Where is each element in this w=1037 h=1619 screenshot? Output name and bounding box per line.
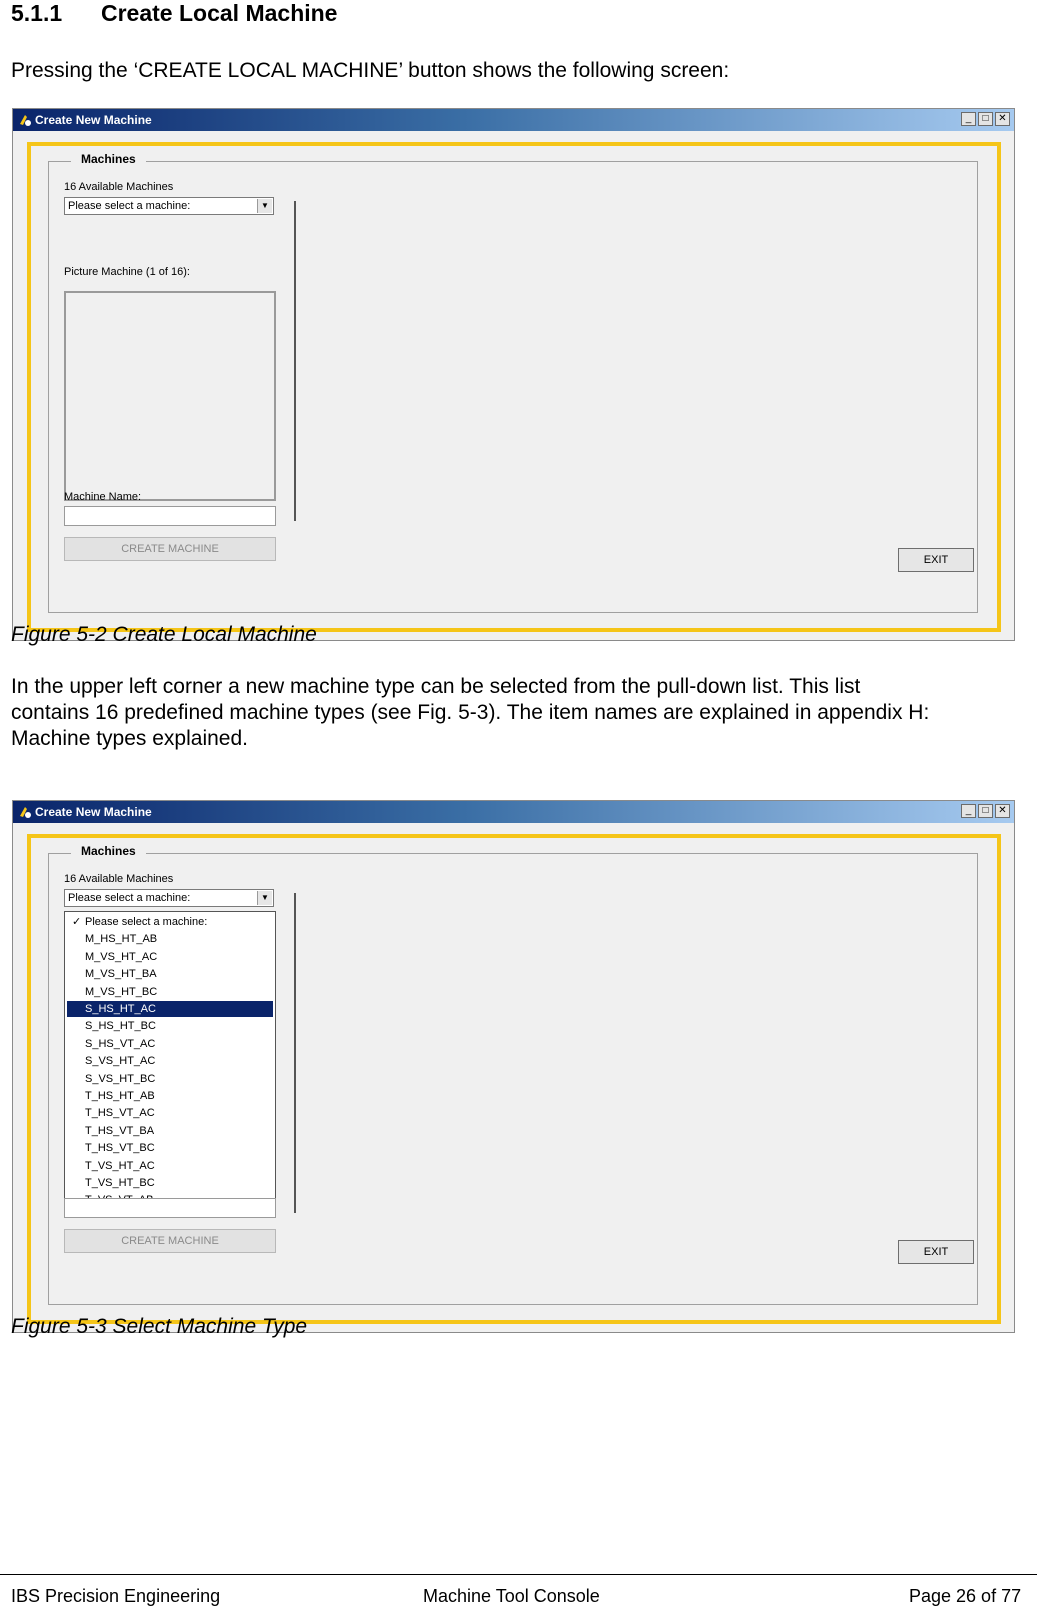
dropdown-item[interactable] [67,931,273,947]
select-machine-window [12,800,1015,1333]
dropdown-item-label: T_HS_VT_BA [85,1124,155,1137]
checkmark-icon: ✓ [72,916,82,928]
close-icon[interactable]: ✕ [995,112,1010,126]
available-machines-label: 16 Available Machines [64,873,174,885]
dropdown-item[interactable] [67,1071,273,1087]
machine-select[interactable] [64,889,274,907]
dropdown-item[interactable] [67,949,273,965]
window-title: Create New Machine [35,805,152,819]
dropdown-item-label: M_VS_HT_BC [85,985,158,998]
footer-page: Page 26 of 77 [909,1586,1022,1606]
dropdown-item[interactable] [67,1053,273,1069]
body-line-3: Machine types explained. [11,727,248,750]
dropdown-item-label: S_VS_HT_AC [85,1055,156,1068]
available-machines-label: 16 Available Machines [64,181,174,193]
body-line-2: contains 16 predefined machine types (see Fig. 5-3). The item names are explained in appendix H: [11,701,930,724]
dropdown-item-label: T_HS_VT_BC [85,1142,155,1155]
machine-select[interactable] [64,197,274,215]
dropdown-item-label: M_VS_HT_BA [85,968,157,981]
create-machine-window [12,108,1015,641]
dropdown-item[interactable] [67,1123,273,1139]
app-icon [17,112,33,128]
maximize-icon[interactable]: □ [978,804,993,818]
dropdown-item[interactable] [67,966,273,982]
machine-name-input[interactable] [64,1198,276,1218]
machine-picture [64,291,276,501]
intro-paragraph: Pressing the ‘CREATE LOCAL MACHINE’ button shows the following screen: [11,59,730,82]
body-line-1: In the upper left corner a new machine type can be selected from the pull-down list. This list [11,675,861,698]
picture-machine-label: Picture Machine (1 of 16): [64,266,190,278]
dropdown-item[interactable] [67,1036,273,1052]
dropdown-item-label: S_HS_HT_AC [85,1003,156,1015]
dropdown-item-label: M_VS_HT_AC [85,950,158,963]
figure2-caption: Figure 5-3 Select Machine Type [11,1315,308,1338]
dropdown-item-label: T_VS_HT_BC [85,1177,155,1189]
create-machine-button[interactable]: CREATE MACHINE [64,1229,276,1253]
dropdown-item-label: T_HS_HT_AB [85,1090,155,1102]
section-number: 5.1.1 [11,0,63,26]
dropdown-item[interactable] [67,1105,273,1121]
close-icon[interactable]: ✕ [995,804,1010,818]
dropdown-item-label: M_HS_HT_AB [85,933,158,946]
machine-name-label: Machine Name: [64,491,142,503]
dropdown-item[interactable] [67,984,273,1000]
footer-company: IBS Precision Engineering [11,1586,221,1606]
dropdown-item[interactable] [67,1140,273,1156]
machine-name-input[interactable] [64,506,276,526]
figure1-caption: Figure 5-2 Create Local Machine [11,623,317,646]
dropdown-item-label: S_HS_HT_BC [85,1020,156,1033]
window-title: Create New Machine [35,113,152,127]
maximize-icon[interactable]: □ [978,112,993,126]
title-bar[interactable] [13,801,1014,823]
dropdown-item-label: S_HS_VT_AC [85,1037,156,1050]
dropdown-arrow-icon[interactable]: ▼ [257,199,272,213]
dropdown-item-label: S_VS_HT_BC [85,1072,156,1085]
title-bar[interactable] [13,109,1014,131]
app-icon [17,804,33,820]
dropdown-item-label: T_VS_HT_AC [85,1159,155,1172]
dropdown-item-label: T_HS_VT_AC [85,1107,155,1120]
section-title: Create Local Machine [101,0,338,26]
vertical-separator [294,893,296,1213]
dropdown-arrow-icon[interactable]: ▼ [257,891,272,905]
dropdown-item-label: Please select a machine: [85,916,208,928]
dropdown-item[interactable] [67,1175,273,1191]
exit-button[interactable]: EXIT [898,548,974,572]
exit-button[interactable]: EXIT [898,1240,974,1264]
vertical-separator [294,201,296,521]
group-title: Machines [71,844,146,858]
machine-select-value: Please select a machine: [68,892,191,904]
create-machine-button[interactable]: CREATE MACHINE [64,537,276,561]
dropdown-item[interactable] [67,1018,273,1034]
machine-dropdown-list[interactable] [64,911,276,1212]
minimize-icon[interactable]: _ [961,804,976,818]
dropdown-item[interactable] [67,1158,273,1174]
dropdown-item[interactable] [67,914,273,930]
dropdown-item[interactable] [67,1088,273,1104]
dropdown-item[interactable] [67,1001,273,1017]
minimize-icon[interactable]: _ [961,112,976,126]
footer-rule [0,1574,1037,1575]
footer-document: Machine Tool Console [423,1586,600,1606]
section-heading [11,0,337,27]
machine-select-value: Please select a machine: [68,200,191,212]
group-title: Machines [71,152,146,166]
